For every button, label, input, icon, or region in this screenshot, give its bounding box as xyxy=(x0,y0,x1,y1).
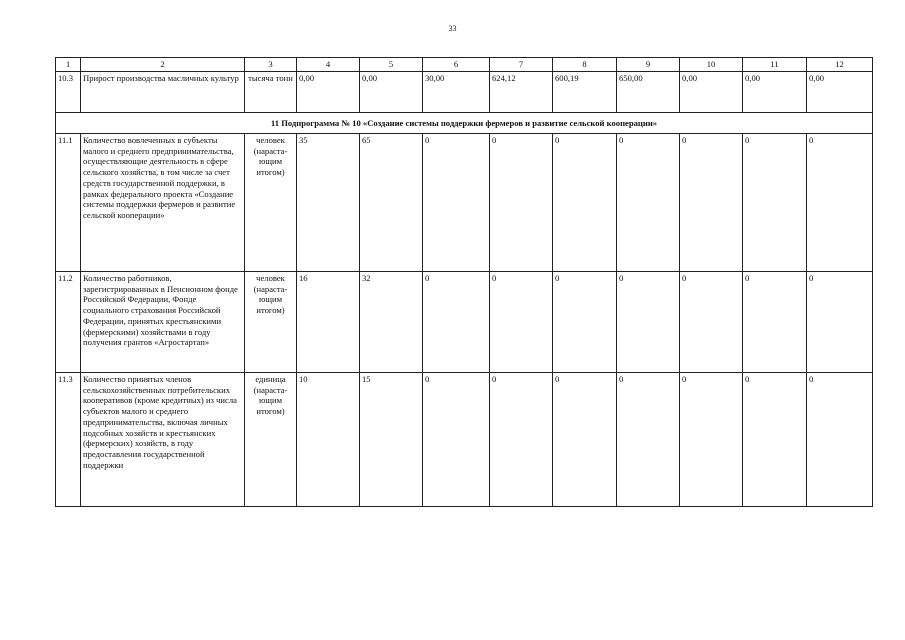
value-cell: 0 xyxy=(617,134,680,272)
section-header-row xyxy=(56,113,873,134)
header-row xyxy=(56,58,873,72)
value-cell: 0 xyxy=(490,272,553,373)
indicators-table xyxy=(55,57,873,507)
unit-cell: тысяча тонн xyxy=(245,72,297,113)
value-cell: 30,00 xyxy=(423,72,490,113)
value-cell: 0 xyxy=(553,134,617,272)
col-header-12: 12 xyxy=(807,58,873,72)
value-cell: 35 xyxy=(297,134,360,272)
table-row xyxy=(56,72,873,113)
value-cell: 0 xyxy=(807,272,873,373)
value-cell: 0 xyxy=(553,373,617,507)
value-cell: 15 xyxy=(360,373,423,507)
col-header-11: 11 xyxy=(743,58,807,72)
value-cell: 624,12 xyxy=(490,72,553,113)
value-cell: 0 xyxy=(680,272,743,373)
row-number: 11.3 xyxy=(56,373,81,507)
value-cell: 0 xyxy=(743,272,807,373)
value-cell: 0,00 xyxy=(297,72,360,113)
value-cell: 600,19 xyxy=(553,72,617,113)
value-cell: 0 xyxy=(423,272,490,373)
col-header-9: 9 xyxy=(617,58,680,72)
value-cell: 0 xyxy=(553,272,617,373)
page-number: 33 xyxy=(448,24,457,33)
value-cell: 0 xyxy=(807,373,873,507)
value-cell: 65 xyxy=(360,134,423,272)
value-cell: 0 xyxy=(617,373,680,507)
table-row xyxy=(56,272,873,373)
value-cell: 0 xyxy=(807,134,873,272)
value-cell: 32 xyxy=(360,272,423,373)
value-cell: 0 xyxy=(490,373,553,507)
col-header-2: 2 xyxy=(81,58,245,72)
value-cell: 0 xyxy=(423,373,490,507)
value-cell: 16 xyxy=(297,272,360,373)
value-cell: 0 xyxy=(490,134,553,272)
value-cell: 0,00 xyxy=(807,72,873,113)
col-header-5: 5 xyxy=(360,58,423,72)
value-cell: 0 xyxy=(680,134,743,272)
indicator-name: Прирост производства масличных культур xyxy=(81,72,245,113)
col-header-1: 1 xyxy=(56,58,81,72)
unit-cell: единица (нараста-ющим итогом) xyxy=(245,373,297,507)
unit-cell: человек (нараста-ющим итогом) xyxy=(245,134,297,272)
value-cell: 650,00 xyxy=(617,72,680,113)
indicator-name: Количество принятых членов сельскохозяйственных потребительских кооперативов (кроме кредитных) из числа субъектов малого и среднего предпринимательства, включая личных подсобных хозяйств и крестьянских (фермерских) хозяйств, в году предоставления государственной поддержки xyxy=(81,373,245,507)
col-header-10: 10 xyxy=(680,58,743,72)
value-cell: 0 xyxy=(743,373,807,507)
col-header-6: 6 xyxy=(423,58,490,72)
col-header-4: 4 xyxy=(297,58,360,72)
indicator-name: Количество работников, зарегистрированных в Пенсионном фонде Российской Федерации, Фонде социального страхования Российской Федерации, принятых крестьянскими (фермерскими) хозяйствами в году получения грантов «Агростартап» xyxy=(81,272,245,373)
value-cell: 0,00 xyxy=(680,72,743,113)
section-title: 11 Подпрограмма № 10 «Создание системы поддержки фермеров и развитие сельской кооперации» xyxy=(56,113,873,134)
value-cell: 0 xyxy=(423,134,490,272)
indicator-name: Количество вовлеченных в субъекты малого и среднего предпринимательства, осуществляющие деятельность в сфере сельского хозяйства, в том числе за счет средств государственной поддержки, в рамках федерального проекта «Создание системы поддержки фермеров и развитие сельской кооперации» xyxy=(81,134,245,272)
table-row xyxy=(56,134,873,272)
value-cell: 0,00 xyxy=(360,72,423,113)
row-number: 10.3 xyxy=(56,72,81,113)
row-number: 11.1 xyxy=(56,134,81,272)
col-header-3: 3 xyxy=(245,58,297,72)
row-number: 11.2 xyxy=(56,272,81,373)
table-row xyxy=(56,373,873,507)
col-header-7: 7 xyxy=(490,58,553,72)
value-cell: 0 xyxy=(617,272,680,373)
col-header-8: 8 xyxy=(553,58,617,72)
unit-cell: человек (нараста-ющим итогом) xyxy=(245,272,297,373)
value-cell: 0,00 xyxy=(743,72,807,113)
value-cell: 0 xyxy=(680,373,743,507)
value-cell: 10 xyxy=(297,373,360,507)
value-cell: 0 xyxy=(743,134,807,272)
